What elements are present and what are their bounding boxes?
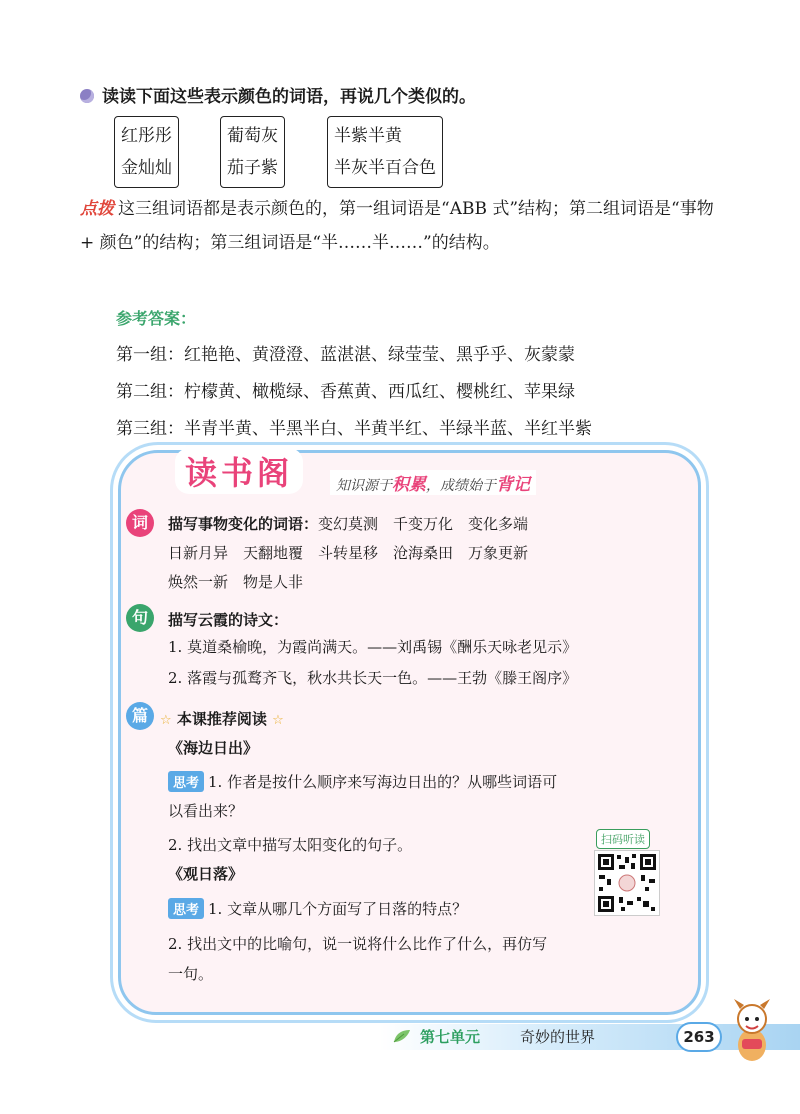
think-label: 思考 bbox=[168, 771, 204, 792]
reading-corner-motto bbox=[330, 470, 536, 495]
question-text: 1. 作者是按什么顺序来写海边日出的？从哪些词语可 bbox=[208, 773, 558, 791]
footer-title: 奇妙的世界 bbox=[520, 1028, 596, 1046]
pian-title bbox=[160, 708, 284, 729]
page-number: 263 bbox=[676, 1022, 722, 1052]
star-icon: ☆ bbox=[160, 713, 172, 728]
motto-part: ，成绩始于 bbox=[426, 478, 496, 494]
word: 半紫半黄 bbox=[334, 126, 402, 146]
word: 半灰半百合色 bbox=[334, 158, 436, 178]
ci-title bbox=[168, 513, 528, 534]
ci-line-3: 焕然一新 物是人非 bbox=[168, 573, 304, 591]
pian-badge: 篇 bbox=[126, 702, 154, 730]
ci-badge: 词 bbox=[126, 509, 154, 537]
answer-line-3: 第三组：半青半黄、半黑半白、半黄半红、半绿半蓝、半红半紫 bbox=[116, 419, 592, 439]
motto-highlight: 背记 bbox=[496, 475, 530, 495]
word: 红彤彤 bbox=[121, 126, 172, 146]
ci-title-text: 描写事物变化的词语： bbox=[168, 515, 319, 533]
word-group-1 bbox=[114, 116, 179, 188]
answer-line-2: 第二组：柠檬黄、橄榄绿、香蕉黄、西瓜红、樱桃红、苹果绿 bbox=[116, 382, 575, 402]
star-icon: ☆ bbox=[272, 713, 284, 728]
ju-badge: 句 bbox=[126, 604, 154, 632]
tip-text: 这三组词语都是表示颜色的，第一组词语是“ABB 式”结构；第二组词语是“事物 + 颜色”的结构；第三组词语是“半……半……”的结构。 bbox=[80, 199, 714, 253]
book2-question-1 bbox=[168, 898, 467, 919]
ci-line-2: 日新月异 天翻地覆 斗转星移 沧海桑田 万象更新 bbox=[168, 544, 529, 562]
qr-label: 扫码听读 bbox=[596, 829, 650, 849]
book2-question-2-cont: 一句。 bbox=[168, 965, 214, 983]
answer-line-1: 第一组：红艳艳、黄澄澄、蓝湛湛、绿莹莹、黑乎乎、灰蒙蒙 bbox=[116, 345, 575, 365]
ju-line-2: 2. 落霞与孤鹜齐飞，秋水共长天一色。——王勃《滕王阁序》 bbox=[168, 669, 578, 687]
answers-title: 参考答案： bbox=[116, 309, 197, 328]
qr-code-icon[interactable] bbox=[594, 850, 660, 916]
tip-tag: 点拨 bbox=[80, 199, 114, 219]
book2-question-2: 2. 找出文中的比喻句，说一说将什么比作了什么，再仿写 bbox=[168, 935, 548, 953]
word: 茄子紫 bbox=[227, 158, 278, 178]
mascot-icon bbox=[722, 995, 782, 1065]
bullet-icon bbox=[80, 89, 94, 103]
instruction-text: 读读下面这些表示颜色的词语，再说几个类似的。 bbox=[102, 87, 476, 107]
book1-question-1 bbox=[168, 771, 557, 792]
think-label: 思考 bbox=[168, 898, 204, 919]
motto-part: 知识源于 bbox=[336, 478, 392, 494]
word-group-3 bbox=[327, 116, 443, 188]
pian-title-text: 本课推荐阅读 bbox=[176, 710, 267, 728]
ci-line-1: 变幻莫测 千变万化 变化多端 bbox=[318, 515, 529, 533]
book1-question-1-cont: 以看出来？ bbox=[168, 802, 244, 820]
book1-question-2: 2. 找出文章中描写太阳变化的句子。 bbox=[168, 836, 413, 854]
instruction bbox=[80, 82, 476, 107]
motto-highlight: 积累 bbox=[392, 475, 426, 495]
leaf-icon bbox=[392, 1028, 412, 1044]
footer-unit: 第七单元 bbox=[420, 1028, 481, 1046]
tip-paragraph bbox=[80, 192, 720, 260]
ju-line-1: 1. 莫道桑榆晚，为霞尚满天。——刘禹锡《酬乐天咏老见示》 bbox=[168, 638, 578, 656]
book-title-1: 《海边日出》 bbox=[168, 739, 259, 757]
word: 金灿灿 bbox=[121, 158, 172, 178]
reading-corner-panel bbox=[118, 450, 701, 1015]
word-group-2 bbox=[220, 116, 285, 188]
book-title-2: 《观日落》 bbox=[168, 865, 244, 883]
reading-corner-title: 读书阁 bbox=[175, 448, 303, 494]
question-text: 1. 文章从哪几个方面写了日落的特点？ bbox=[208, 900, 468, 918]
word: 葡萄灰 bbox=[227, 126, 278, 146]
ju-title: 描写云霞的诗文： bbox=[168, 611, 289, 629]
